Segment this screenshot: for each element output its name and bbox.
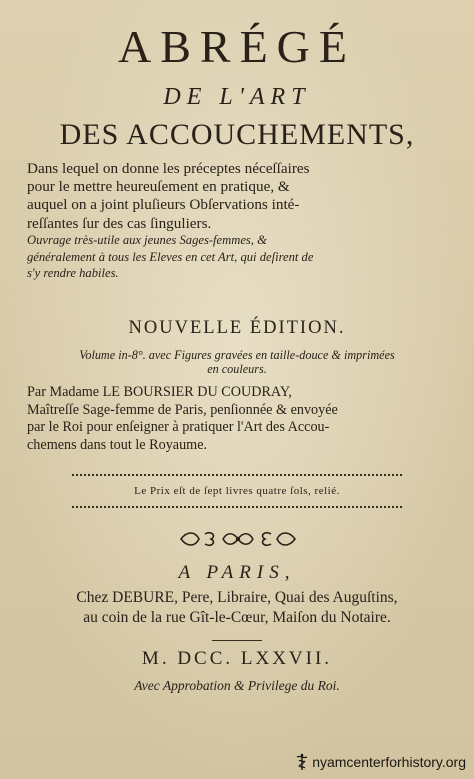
book-title: ABRÉGÉ [118, 21, 356, 72]
watermark [295, 753, 466, 771]
description-line: pour le mettre heureuſement en pratique, & [27, 178, 290, 196]
publication-date: M. DCC. LXXVII. [141, 648, 333, 669]
place-of-publication: A PARIS, [178, 562, 296, 583]
author-paragraph [27, 384, 427, 454]
publisher-line: Chez DEBURE, Pere, Libraire, Quai des Auguſtins, [76, 589, 398, 606]
author-line: Par Madame LE BOURSIER DU COUDRAY, [27, 384, 292, 400]
description-line: auquel on a joint pluſieurs Obſervations inté- [27, 196, 300, 214]
fleuron-ornament-icon [177, 528, 299, 550]
author-line: chemens dans tout le Royaume. [27, 436, 208, 453]
watermark-text: nyamcenterforhistory.org [312, 754, 466, 770]
description-line: reſſantes ſur des cas ſinguliers. [27, 214, 212, 232]
ouvrage-line: Ouvrage très-utile aux jeunes Sages-femmes, & [27, 233, 267, 247]
volume-line: en couleurs. [207, 362, 267, 376]
author-line: Maîtreſſe Sage-femme de Paris, penſionnée & envoyée [27, 401, 338, 418]
description-paragraph [27, 160, 427, 233]
description-line: Dans lequel on donne les préceptes néceſſaires [27, 160, 310, 177]
caduceus-icon [295, 753, 309, 771]
volume-line: Volume in-8°. avec Figures gravées en taille-douce & imprimées [79, 348, 395, 362]
price-note: Le Prix eſt de ſept livres quatre ſols, relié. [134, 485, 340, 497]
volume-note [0, 348, 474, 376]
publisher-line: au coin de la rue Gît-le-Cœur, Maiſon du Notaire. [83, 609, 391, 626]
ouvrage-line: s'y rendre habiles. [27, 266, 119, 280]
ouvrage-paragraph [27, 232, 427, 282]
ouvrage-line: généralement à tous les Eleves en cet Art, qui deſirent de [27, 249, 314, 264]
book-title-continued: DES ACCOUCHEMENTS, [59, 118, 415, 151]
book-subtitle: DE L'ART [163, 84, 311, 110]
privilege-note: Avec Approbation & Privilege du Roi. [134, 678, 340, 693]
publisher-info [0, 588, 474, 628]
author-line: par le Roi pour enſeigner à pratiquer l'Art des Accou- [27, 419, 330, 435]
divider-rule [212, 640, 262, 641]
edition-heading: NOUVELLE ÉDITION. [128, 318, 346, 338]
